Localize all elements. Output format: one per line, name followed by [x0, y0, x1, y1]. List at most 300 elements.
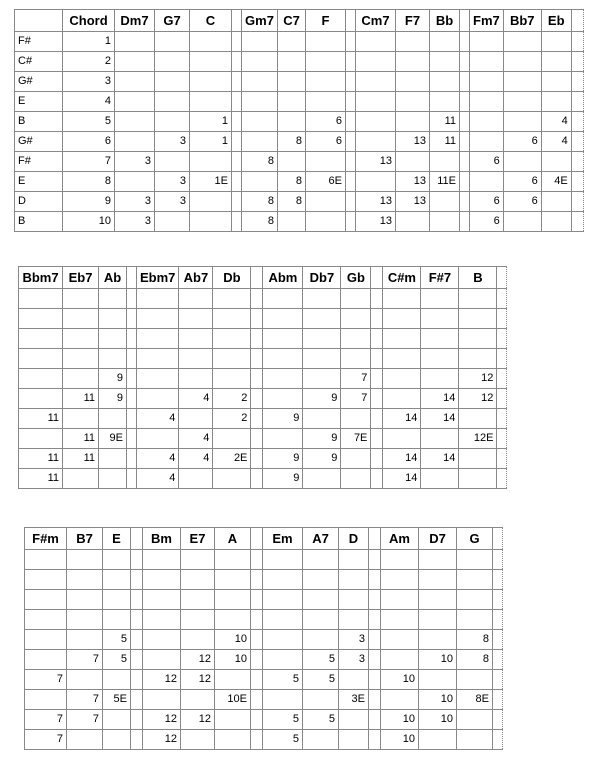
spacer-cell	[460, 212, 470, 232]
fret-cell	[541, 72, 571, 92]
fret-cell	[263, 690, 303, 710]
spacer-cell	[571, 192, 583, 212]
row-label: C#	[15, 52, 63, 72]
spacer-cell	[371, 429, 383, 449]
spacer-cell	[251, 349, 263, 369]
fret-cell	[341, 449, 371, 469]
fret-cell: 5	[63, 112, 115, 132]
spacer-cell	[127, 409, 137, 429]
table-row	[25, 690, 503, 710]
fret-cell: 9E	[99, 429, 127, 449]
fret-cell: 13	[356, 192, 396, 212]
spacer-cell	[493, 528, 503, 550]
fret-cell: 11	[430, 112, 460, 132]
fret-cell: 4	[179, 429, 213, 449]
fret-cell	[306, 212, 346, 232]
fret-cell	[419, 570, 457, 590]
fret-cell	[341, 289, 371, 309]
fret-cell	[541, 32, 571, 52]
column-header: C	[190, 10, 232, 32]
fret-cell: 14	[383, 469, 421, 489]
spacer-cell	[371, 267, 383, 289]
column-header: A7	[303, 528, 339, 550]
row-label: F#	[15, 32, 63, 52]
fret-cell	[263, 329, 303, 349]
spacer-cell	[251, 409, 263, 429]
fret-cell: 12	[459, 389, 497, 409]
column-header: Db	[213, 267, 251, 289]
fret-cell	[470, 32, 504, 52]
fret-cell	[181, 590, 215, 610]
fret-cell: 13	[396, 132, 430, 152]
fret-cell	[341, 309, 371, 329]
spacer-cell	[346, 92, 356, 112]
fret-cell	[303, 369, 341, 389]
fret-cell	[263, 570, 303, 590]
fret-cell	[99, 349, 127, 369]
spacer-cell	[497, 267, 507, 289]
table-row	[19, 289, 507, 309]
fret-cell: 4	[179, 449, 213, 469]
fret-cell: 11E	[430, 172, 460, 192]
fret-cell: 6	[470, 192, 504, 212]
fret-cell	[242, 172, 278, 192]
fret-cell	[303, 409, 341, 429]
fret-cell	[213, 309, 251, 329]
fret-cell	[421, 469, 459, 489]
fret-cell: 9	[63, 192, 115, 212]
fret-cell	[306, 152, 346, 172]
spacer-cell	[127, 349, 137, 369]
fret-cell: 12E	[459, 429, 497, 449]
fret-cell: 2	[213, 409, 251, 429]
spacer-cell	[493, 610, 503, 630]
fret-cell: 7	[63, 152, 115, 172]
table-row	[15, 132, 584, 152]
table-row	[25, 550, 503, 570]
spacer-cell	[497, 389, 507, 409]
fret-cell	[67, 610, 103, 630]
fret-cell: 7	[341, 369, 371, 389]
table-row	[25, 590, 503, 610]
spacer-cell	[251, 469, 263, 489]
fret-cell	[19, 389, 63, 409]
fret-cell: 10	[215, 650, 251, 670]
table-row	[25, 630, 503, 650]
table-row	[19, 349, 507, 369]
chord-table-3	[24, 527, 503, 750]
fret-cell: 14	[421, 449, 459, 469]
fret-cell	[263, 289, 303, 309]
fret-cell: 8	[278, 192, 306, 212]
fret-cell	[25, 550, 67, 570]
column-header: F	[306, 10, 346, 32]
fret-cell	[190, 92, 232, 112]
spacer-cell	[127, 309, 137, 329]
fret-cell: 14	[421, 409, 459, 429]
spacer-cell	[497, 369, 507, 389]
spacer-cell	[131, 650, 143, 670]
fret-cell: 8	[242, 192, 278, 212]
fret-cell: 3	[63, 72, 115, 92]
fret-cell	[541, 52, 571, 72]
fret-cell	[278, 152, 306, 172]
table-row	[25, 710, 503, 730]
fret-cell	[383, 389, 421, 409]
fret-cell	[459, 309, 497, 329]
fret-cell	[457, 730, 493, 750]
fret-cell	[25, 610, 67, 630]
column-header: F7	[396, 10, 430, 32]
fret-cell	[303, 309, 341, 329]
fret-cell	[242, 132, 278, 152]
fret-cell	[339, 590, 369, 610]
spacer-cell	[251, 570, 263, 590]
column-header: Chord	[63, 10, 115, 32]
fret-cell: 1	[190, 112, 232, 132]
spacer-cell	[346, 212, 356, 232]
fret-cell: 14	[383, 449, 421, 469]
fret-cell	[306, 92, 346, 112]
fret-cell	[215, 710, 251, 730]
spacer-cell	[251, 369, 263, 389]
spacer-cell	[127, 369, 137, 389]
fret-cell: 14	[421, 389, 459, 409]
fret-cell	[155, 212, 190, 232]
fret-cell: 5	[103, 630, 131, 650]
spacer-cell	[127, 329, 137, 349]
fret-cell	[470, 72, 504, 92]
fret-cell	[103, 730, 131, 750]
fret-cell: 7E	[341, 429, 371, 449]
row-label: E	[15, 172, 63, 192]
spacer-cell	[131, 690, 143, 710]
fret-cell	[103, 590, 131, 610]
fret-cell	[179, 329, 213, 349]
corner-cell	[15, 10, 63, 32]
fret-cell	[381, 610, 419, 630]
fret-cell	[383, 289, 421, 309]
fret-cell	[503, 72, 541, 92]
column-header: B	[459, 267, 497, 289]
fret-cell: 6	[503, 172, 541, 192]
spacer-cell	[251, 449, 263, 469]
table-row	[15, 92, 584, 112]
fret-cell	[215, 730, 251, 750]
fret-cell	[215, 550, 251, 570]
fret-cell: 9	[303, 429, 341, 449]
fret-cell	[137, 329, 179, 349]
fret-cell	[278, 212, 306, 232]
column-header: Fm7	[470, 10, 504, 32]
fret-cell: 12	[143, 730, 181, 750]
spacer-cell	[127, 289, 137, 309]
fret-cell	[67, 630, 103, 650]
fret-cell: 11	[63, 449, 99, 469]
spacer-cell	[251, 630, 263, 650]
fret-cell	[67, 550, 103, 570]
fret-cell	[115, 172, 155, 192]
fret-cell: 6	[306, 132, 346, 152]
column-header: Ab	[99, 267, 127, 289]
column-header: C#m	[383, 267, 421, 289]
fret-cell	[213, 429, 251, 449]
spacer-cell	[369, 650, 381, 670]
fret-cell	[306, 32, 346, 52]
spacer-cell	[232, 92, 242, 112]
spacer-cell	[232, 192, 242, 212]
fret-cell	[470, 172, 504, 192]
fret-cell	[263, 650, 303, 670]
column-header: F#7	[421, 267, 459, 289]
fret-cell	[19, 329, 63, 349]
fret-cell: 4	[137, 469, 179, 489]
fret-cell	[242, 52, 278, 72]
spacer-cell	[460, 112, 470, 132]
fret-cell: 10	[63, 212, 115, 232]
fret-cell	[155, 32, 190, 52]
spacer-cell	[369, 710, 381, 730]
fret-cell	[381, 550, 419, 570]
fret-cell	[215, 610, 251, 630]
fret-cell: 9	[263, 409, 303, 429]
fret-cell: 9	[263, 469, 303, 489]
spacer-cell	[127, 389, 137, 409]
table-row	[25, 670, 503, 690]
fret-cell	[459, 469, 497, 489]
spacer-cell	[251, 267, 263, 289]
fret-cell	[457, 710, 493, 730]
fret-cell: 2	[63, 52, 115, 72]
fret-cell	[99, 409, 127, 429]
fret-cell	[215, 590, 251, 610]
row-label: G#	[15, 132, 63, 152]
spacer-cell	[371, 389, 383, 409]
fret-cell	[339, 550, 369, 570]
fret-cell: 11	[19, 469, 63, 489]
fret-cell: 13	[396, 172, 430, 192]
fret-cell	[263, 610, 303, 630]
spacer-cell	[131, 590, 143, 610]
fret-cell: 9	[303, 449, 341, 469]
spacer-cell	[493, 590, 503, 610]
fret-cell	[137, 349, 179, 369]
fret-cell: 10	[419, 690, 457, 710]
fret-cell	[63, 369, 99, 389]
spacer-cell	[497, 329, 507, 349]
fret-cell	[383, 309, 421, 329]
table-row	[19, 449, 507, 469]
fret-cell	[143, 690, 181, 710]
fret-cell	[181, 630, 215, 650]
fret-cell: 3	[115, 152, 155, 172]
fret-cell	[419, 550, 457, 570]
fret-cell: 6	[503, 132, 541, 152]
spacer-cell	[571, 152, 583, 172]
fret-cell	[459, 409, 497, 429]
fret-cell	[155, 92, 190, 112]
fret-cell: 6	[470, 212, 504, 232]
row-label: B	[15, 112, 63, 132]
spacer-cell	[369, 570, 381, 590]
fret-cell	[278, 112, 306, 132]
column-header: Eb7	[63, 267, 99, 289]
spacer-cell	[571, 212, 583, 232]
spacer-cell	[369, 550, 381, 570]
fret-cell	[213, 469, 251, 489]
fret-cell: 3	[155, 132, 190, 152]
fret-cell: 1	[63, 32, 115, 52]
fret-cell: 6E	[306, 172, 346, 192]
fret-cell	[339, 730, 369, 750]
fret-cell	[303, 730, 339, 750]
fret-cell	[181, 550, 215, 570]
fret-cell	[179, 349, 213, 369]
fret-cell	[67, 670, 103, 690]
fret-cell	[179, 369, 213, 389]
fret-cell: 3	[339, 650, 369, 670]
fret-cell	[419, 630, 457, 650]
column-header: Eb	[541, 10, 571, 32]
fret-cell	[103, 610, 131, 630]
fret-cell	[303, 630, 339, 650]
fret-cell: 3E	[339, 690, 369, 710]
spacer-cell	[497, 409, 507, 429]
fret-cell: 5	[103, 650, 131, 670]
column-header: C7	[278, 10, 306, 32]
spacer-cell	[131, 630, 143, 650]
fret-cell	[63, 309, 99, 329]
fret-cell	[396, 92, 430, 112]
fret-cell: 8	[63, 172, 115, 192]
fret-cell	[541, 212, 571, 232]
fret-cell: 8	[457, 650, 493, 670]
column-header: G	[457, 528, 493, 550]
fret-cell: 5E	[103, 690, 131, 710]
table-row	[15, 112, 584, 132]
fret-cell	[430, 32, 460, 52]
spacer-cell	[131, 528, 143, 550]
spacer-cell	[127, 267, 137, 289]
spacer-cell	[131, 670, 143, 690]
spacer-cell	[493, 650, 503, 670]
spacer-cell	[493, 570, 503, 590]
fret-cell	[421, 369, 459, 389]
spacer-cell	[131, 730, 143, 750]
fret-cell	[341, 409, 371, 429]
column-header: Em	[263, 528, 303, 550]
spacer-cell	[131, 610, 143, 630]
table-row	[25, 730, 503, 750]
fret-cell	[143, 650, 181, 670]
fret-cell: 10	[381, 730, 419, 750]
fret-cell: 2E	[213, 449, 251, 469]
fret-cell	[25, 630, 67, 650]
fret-cell: 12	[143, 710, 181, 730]
fret-cell: 11	[430, 132, 460, 152]
fret-cell	[503, 52, 541, 72]
column-header: D	[339, 528, 369, 550]
column-header: Bb7	[503, 10, 541, 32]
fret-cell: 4	[179, 389, 213, 409]
fret-cell	[457, 550, 493, 570]
header-row	[19, 267, 507, 289]
fret-cell	[381, 590, 419, 610]
spacer-cell	[251, 429, 263, 449]
fret-cell	[115, 112, 155, 132]
fret-cell	[263, 369, 303, 389]
fret-cell: 3	[155, 172, 190, 192]
fret-cell	[383, 369, 421, 389]
fret-cell	[503, 212, 541, 232]
fret-cell: 4	[63, 92, 115, 112]
fret-cell	[419, 730, 457, 750]
fret-cell: 12	[181, 670, 215, 690]
spacer-cell	[251, 528, 263, 550]
fret-cell	[213, 369, 251, 389]
spacer-cell	[369, 590, 381, 610]
spacer-cell	[497, 449, 507, 469]
fret-cell	[459, 449, 497, 469]
spacer-cell	[460, 192, 470, 212]
fret-cell	[155, 52, 190, 72]
spacer-cell	[346, 52, 356, 72]
fret-cell	[306, 72, 346, 92]
table-row	[15, 212, 584, 232]
fret-cell	[341, 349, 371, 369]
fret-cell: 12	[181, 650, 215, 670]
fret-cell	[99, 329, 127, 349]
fret-cell	[383, 349, 421, 369]
fret-cell	[213, 349, 251, 369]
fret-cell	[67, 730, 103, 750]
fret-cell: 1	[190, 132, 232, 152]
fret-cell	[103, 570, 131, 590]
spacer-cell	[460, 32, 470, 52]
fret-cell	[103, 550, 131, 570]
fret-cell	[278, 52, 306, 72]
fret-cell: 7	[67, 710, 103, 730]
fret-cell	[213, 289, 251, 309]
fret-cell	[190, 212, 232, 232]
fret-cell: 7	[341, 389, 371, 409]
spacer-cell	[251, 389, 263, 409]
fret-cell	[190, 192, 232, 212]
spacer-cell	[346, 32, 356, 52]
fret-cell	[181, 690, 215, 710]
fret-cell	[99, 469, 127, 489]
fret-cell: 13	[356, 212, 396, 232]
fret-cell: 7	[25, 710, 67, 730]
fret-cell	[303, 570, 339, 590]
fret-cell	[459, 349, 497, 369]
fret-cell	[242, 72, 278, 92]
table-row	[19, 369, 507, 389]
spacer-cell	[369, 528, 381, 550]
column-header: Bb	[430, 10, 460, 32]
fret-cell	[339, 610, 369, 630]
fret-cell	[419, 670, 457, 690]
fret-cell	[303, 349, 341, 369]
fret-cell	[303, 289, 341, 309]
fret-cell: 8E	[457, 690, 493, 710]
table-row	[19, 469, 507, 489]
fret-cell	[356, 172, 396, 192]
spacer-cell	[251, 690, 263, 710]
fret-cell: 4	[541, 112, 571, 132]
table-row	[15, 192, 584, 212]
spacer-cell	[232, 32, 242, 52]
